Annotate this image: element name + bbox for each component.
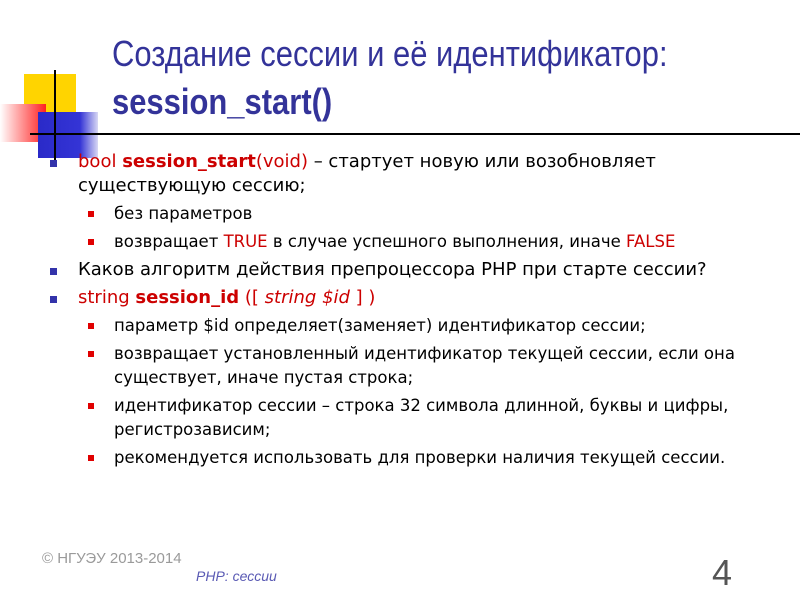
sub-bullet-square-icon <box>88 211 94 217</box>
page-number: 4 <box>712 552 733 593</box>
slide-content <box>50 150 790 474</box>
bullet-question <box>50 258 790 282</box>
bullet-text: Каков алгоритм действия препроцессора PHP при старте сессии? <box>78 259 707 280</box>
bullet-session-start <box>50 150 790 198</box>
sub-bullet-text: без параметров <box>114 204 253 223</box>
slide-title <box>112 30 688 126</box>
footer-title: PHP: сессии <box>196 568 277 584</box>
return-type: string <box>78 287 136 308</box>
title-divider-line <box>30 133 800 135</box>
sub-bullet-no-params <box>50 202 790 226</box>
true-keyword: TRUE <box>223 232 268 251</box>
function-param: string $id <box>264 287 350 308</box>
sub-bullet-text: в случае успешного выполнения, иначе <box>267 232 627 251</box>
function-name: session_id <box>135 287 240 308</box>
sub-bullet-text: параметр $id определяет(заменяет) идентификатор сессии; <box>114 316 646 335</box>
sub-bullet-square-icon <box>88 239 94 245</box>
sub-bullet-returns <box>50 230 790 254</box>
sub-bullet-text: возвращает установленный идентификатор текущей сессии, если она существует, иначе пустая строка; <box>114 344 735 387</box>
slide-title-line-1: Создание сессии и её идентификатор: <box>112 33 668 74</box>
sub-bullet-id-format <box>50 394 790 442</box>
function-args: (void) <box>255 151 308 172</box>
sub-bullet-text: идентификатор сессии – строка 32 символа длинной, буквы и цифры, регистрозависим; <box>114 396 729 439</box>
slide-title-line-2: session_start() <box>112 81 333 122</box>
decor-vertical-line <box>54 70 56 160</box>
sub-bullet-returns-id <box>50 342 790 390</box>
sub-bullet-square-icon <box>88 403 94 409</box>
function-args-open: ([ <box>239 287 265 308</box>
bullet-square-icon <box>50 160 57 167</box>
sub-bullet-recommendation <box>50 446 790 470</box>
sub-bullet-square-icon <box>88 323 94 329</box>
sub-bullet-param <box>50 314 790 338</box>
bullet-square-icon <box>50 268 57 275</box>
bullet-square-icon <box>50 296 57 303</box>
sub-bullet-text: возвращает <box>114 232 224 251</box>
sub-bullet-square-icon <box>88 351 94 357</box>
footer-copyright: © НГУЭУ 2013-2014 <box>42 550 182 567</box>
function-args-close: ] ) <box>349 287 376 308</box>
return-type: bool <box>78 151 123 172</box>
false-keyword: FALSE <box>626 232 676 251</box>
sub-bullet-text: рекомендуется использовать для проверки наличия текущей сессии. <box>114 448 726 467</box>
bullet-text: – стартует новую или возобновляет существующую сессию; <box>78 151 656 196</box>
function-name: session_start <box>122 151 256 172</box>
bullet-session-id <box>50 286 790 310</box>
sub-bullet-square-icon <box>88 455 94 461</box>
